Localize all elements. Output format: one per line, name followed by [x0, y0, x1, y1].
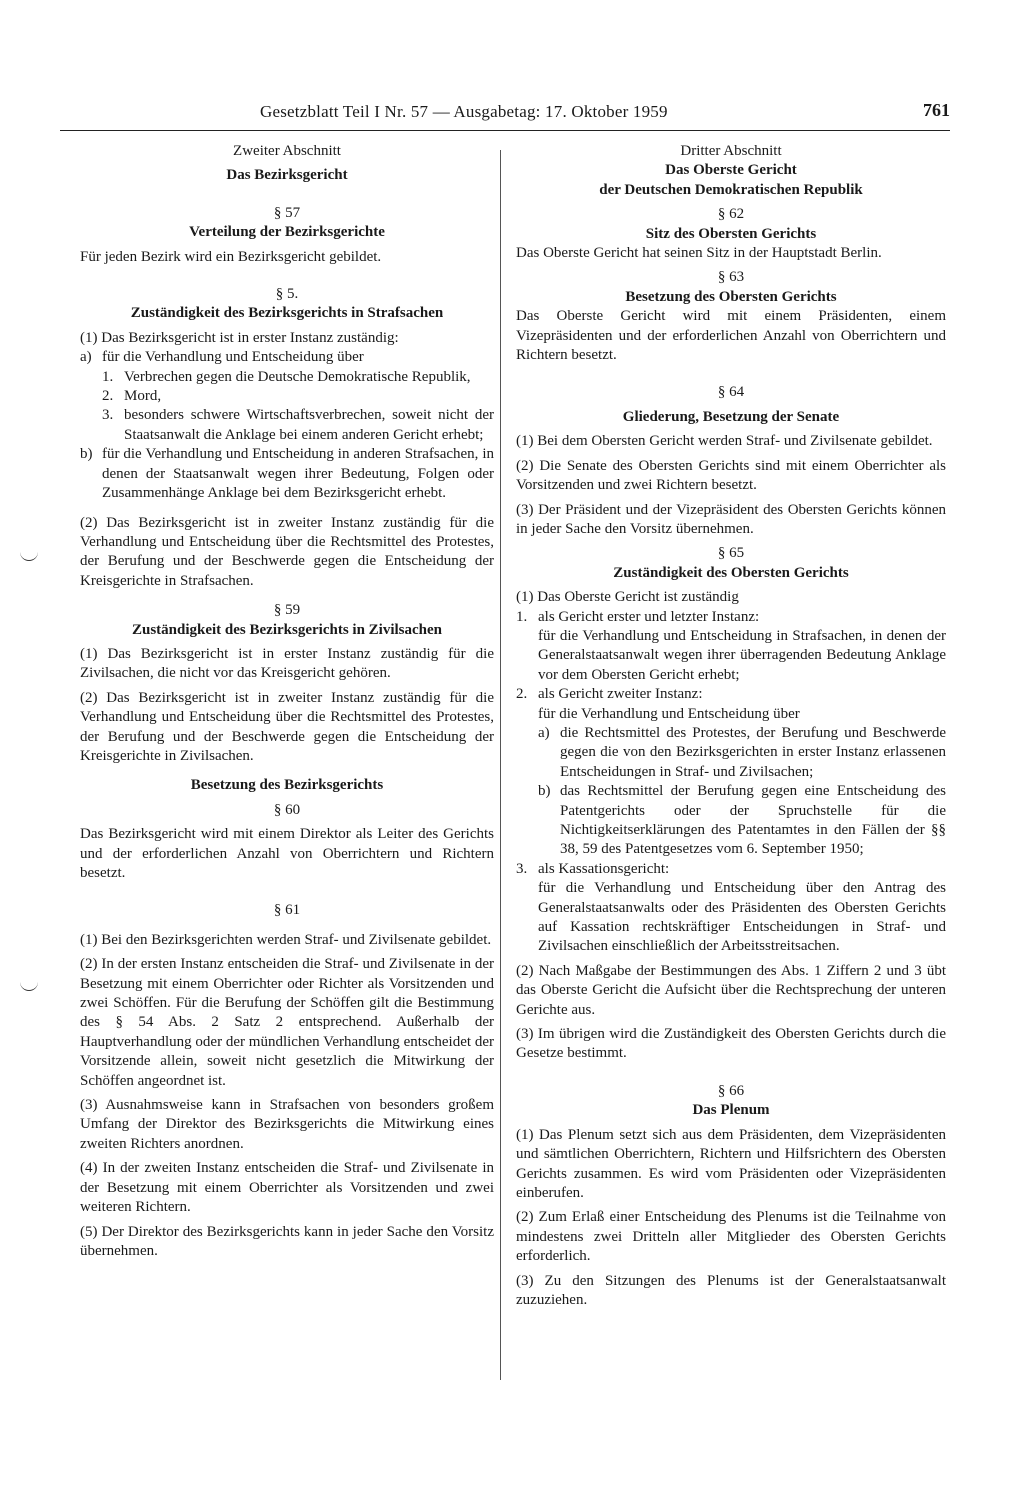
section-label: Zweiter Abschnitt: [233, 143, 341, 159]
paragraph-number: § 66: [717, 1082, 745, 1099]
list-text: als Gericht zweiter Instanz:: [538, 686, 703, 703]
list-text: Mord,: [124, 388, 162, 405]
list-marker: b): [538, 783, 551, 800]
margin-check-mark: [20, 980, 38, 991]
paragraph-number: § 61: [273, 902, 301, 919]
paragraph-number: § 65: [717, 545, 745, 562]
section-title: Das Bezirksgericht: [226, 167, 348, 184]
list-item: [102, 406, 494, 445]
list-text: für die Verhandlung und Entscheidung über den Antrag des Generalstaatsanwalts oder des Präsidenten des Obersten Gerichts auf Kassation rechtskräftiger Entscheidungen in Straf- und Zivilsachen einschließlich der Arbeitsstreitsachen.: [538, 880, 946, 955]
list-marker: a): [538, 724, 550, 741]
page-header: [60, 100, 950, 131]
list-marker: 2.: [102, 388, 114, 405]
list-item: [102, 368, 494, 387]
paragraph-text: (4) In der zweiten Instanz entscheiden die Straf- und Zivilsenate in der Besetzung mit einem Oberrichter als Vorsitzenden und zwei weiteren Richtern.: [80, 1160, 494, 1216]
list-text: das Rechtsmittel der Berufung gegen eine Entscheidung des Patentgerichts oder der Spruchstelle für die Nichtigkeitserklärungen des Patentamtes in den Fällen der §§ 38, 59 des Patentgesetzes vom 6. September 1950;: [560, 783, 946, 858]
paragraph-title: Gliederung, Besetzung der Senate: [622, 408, 840, 425]
section-label: Dritter Abschnitt: [680, 143, 782, 159]
paragraph-number: § 60: [273, 801, 301, 818]
paragraph-text: (1) Das Bezirksgericht ist in erster Instanz zuständig für die Zivilsachen, die nicht vor das Kreisgericht gehören.: [80, 645, 494, 682]
list-marker: b): [80, 446, 93, 463]
list-item: [538, 724, 946, 782]
paragraph-text: (1) Das Plenum setzt sich aus dem Präsidenten, dem Vizepräsidenten und sämtlichen Oberrichtern, Richtern und Hilfsrichtern des Obersten Gerichts zusammen. Es wird vom Präsidenten oder Vizepräsidenten einberufen.: [516, 1126, 946, 1201]
paragraph-text: (1) Das Bezirksgericht ist in erster Instanz zuständig:: [80, 329, 399, 346]
list-text: als Kassationsgericht:: [538, 860, 670, 877]
gazette-title: Gesetzblatt Teil I Nr. 57 — Ausgabetag: 17. Oktober 1959: [260, 102, 668, 121]
list-text: für die Verhandlung und Entscheidung über: [102, 349, 364, 366]
list-text: besonders schwere Wirtschaftsverbrechen, soweit nicht der Staatsanwalt die Anklage bei einem anderen Gericht erhebt;: [124, 407, 494, 443]
list-marker: a): [80, 349, 92, 366]
list-item: [538, 782, 946, 860]
paragraph-text: (1) Bei dem Obersten Gericht werden Straf- und Zivilsenate gebildet.: [516, 433, 933, 450]
list-text: als Gericht erster und letzter Instanz:: [538, 608, 760, 625]
paragraph-text: Das Bezirksgericht wird mit einem Direktor als Leiter des Gerichts und der erforderlichen Anzahl von Oberrichtern und Richtern besetzt.: [80, 826, 494, 881]
paragraph-text: (5) Der Direktor des Bezirksgerichts kann in jeder Sache den Vorsitz übernehmen.: [80, 1223, 494, 1259]
list-marker: 2.: [516, 686, 528, 703]
list-text: für die Verhandlung und Entscheidung in anderen Strafsachen, in denen der Staatsanwalt wegen ihrer Bedeutung, Folgen oder Zusammenhänge Anklage bei dem Bezirksgericht erhebt.: [102, 446, 494, 502]
paragraph-text: (3) Im übrigen wird die Zuständigkeit des Obersten Gerichts durch die Gesetze bestimmt.: [516, 1026, 946, 1062]
section-title: der Deutschen Demokratischen Republik: [599, 181, 863, 198]
page-number: 761: [923, 100, 950, 120]
list-text: Verbrechen gegen die Deutsche Demokratische Republik,: [124, 368, 471, 385]
list-text: für die Verhandlung und Entscheidung über: [538, 705, 800, 722]
left-column: [80, 142, 494, 1261]
paragraph-number: § 5.: [275, 286, 299, 303]
list-item: [80, 445, 494, 503]
list-item: [516, 685, 946, 704]
paragraph-text: (2) In der ersten Instanz entscheiden die Straf- und Zivilsenate in der Besetzung mit einem Oberrichter oder Richter als Vorsitzenden und zwei Schöffen. Für die Berufung der Schöffen gilt die Bestimmung des § 54 Abs. 2 Satz 2 entsprechend. Außerhalb der Hauptverhandlung oder der mündlichen Verhandlung entscheidet der Vorsitzende allein, soweit nicht gesetzlich die Mitwirkung der Schöffen angeordnet ist.: [80, 956, 494, 1089]
paragraph-text: (1) Das Oberste Gericht ist zuständig: [516, 589, 739, 606]
sub-list: [102, 368, 494, 446]
paragraph-number: § 62: [717, 206, 745, 223]
paragraph-title: Zuständigkeit des Bezirksgerichts in Zivilsachen: [131, 621, 443, 638]
paragraph-text: (2) Nach Maßgabe der Bestimmungen des Abs. 1 Ziffern 2 und 3 übt das Oberste Gericht die Aufsicht über die Rechtsprechung der unteren Gerichte aus.: [516, 962, 946, 1018]
list-text: die Rechtsmittel des Protestes, der Berufung und Beschwerde gegen die von den Bezirksgerichten in erster Instanz erlassenen Entscheidungen in Straf- und Zivilsachen;: [560, 724, 946, 780]
paragraph-text: Das Oberste Gericht wird mit einem Präsidenten, einem Vizepräsidenten und der erforderlichen Anzahl von Oberrichtern und Richtern besetzt.: [516, 308, 946, 364]
paragraph-title: Besetzung des Obersten Gerichts: [625, 288, 837, 305]
section-title: Das Oberste Gericht: [665, 162, 797, 179]
paragraph-text: (2) Zum Erlaß einer Entscheidung des Plenums ist die Teilnahme von mindestens zwei Dritteln aller Mitglieder des Obersten Gerichts erforderlich.: [516, 1209, 946, 1265]
paragraph-text: (2) Das Bezirksgericht ist in zweiter Instanz zuständig für die Verhandlung und Entscheidung über die Rechtsmittel des Protestes, der Berufung und der Beschwerde gegen die Entscheidung der Kreisgerichte in Strafsachen.: [80, 514, 494, 589]
list-marker: 3.: [516, 860, 528, 877]
paragraph-text: (3) Ausnahmsweise kann in Strafsachen von besonders großem Umfang der Direktor des Bezirksgerichts die Mitwirkung eines zweiten Richters anordnen.: [80, 1097, 494, 1152]
paragraph-text: (3) Der Präsident und der Vizepräsident des Obersten Gerichts können in jeder Sache den Vorsitz übernehmen.: [516, 501, 946, 537]
list-item: [102, 387, 494, 406]
list-item: [516, 860, 946, 879]
sub-list: [538, 724, 946, 860]
paragraph-title: Das Plenum: [692, 1102, 770, 1119]
margin-check-mark: [20, 550, 38, 561]
list-item: [80, 348, 494, 367]
right-column: [516, 142, 946, 1310]
list-text: für die Verhandlung und Entscheidung in Strafsachen, in denen der Generalstaatsanwalt wegen ihrer überragenden Bedeutung Anklage vor dem Obersten Gericht erhebt;: [538, 627, 946, 683]
paragraph-number: § 63: [717, 269, 745, 286]
paragraph-number: § 57: [273, 204, 301, 221]
paragraph-text: Für jeden Bezirk wird ein Bezirksgericht gebildet.: [80, 248, 382, 265]
paragraph-title: Sitz des Obersten Gerichts: [645, 225, 817, 242]
list-marker: 1.: [516, 608, 528, 625]
paragraph-number: § 59: [273, 602, 301, 619]
paragraph-text: (3) Zu den Sitzungen des Plenums ist der Generalstaatsanwalt zuzuziehen.: [516, 1272, 946, 1308]
paragraph-text: (2) Die Senate des Obersten Gerichts sind mit einem Oberrichter als Vorsitzenden und zwei Richtern besetzt.: [516, 457, 946, 494]
paragraph-text: Das Oberste Gericht hat seinen Sitz in der Hauptstadt Berlin.: [516, 245, 882, 262]
paragraph-title: Zuständigkeit des Bezirksgerichts in Strafsachen: [130, 305, 444, 322]
subsection-title: Besetzung des Bezirksgerichts: [190, 777, 384, 794]
paragraph-title: Zuständigkeit des Obersten Gerichts: [613, 564, 849, 581]
paragraph-number: § 64: [717, 384, 745, 401]
column-divider: [500, 150, 501, 1380]
list-marker: 1.: [102, 368, 114, 385]
list-item: [516, 608, 946, 627]
paragraph-text: (1) Bei den Bezirksgerichten werden Straf- und Zivilsenate gebildet.: [80, 931, 492, 948]
list-marker: 3.: [102, 407, 114, 424]
paragraph-text: (2) Das Bezirksgericht ist in zweiter Instanz zuständig für die Verhandlung und Entscheidung über die Rechtsmittel des Protestes, der Berufung und der Beschwerde gegen die Entscheidung der Kreisgerichte in Zivilsachen.: [80, 689, 494, 764]
paragraph-title: Verteilung der Bezirksgerichte: [189, 224, 385, 241]
